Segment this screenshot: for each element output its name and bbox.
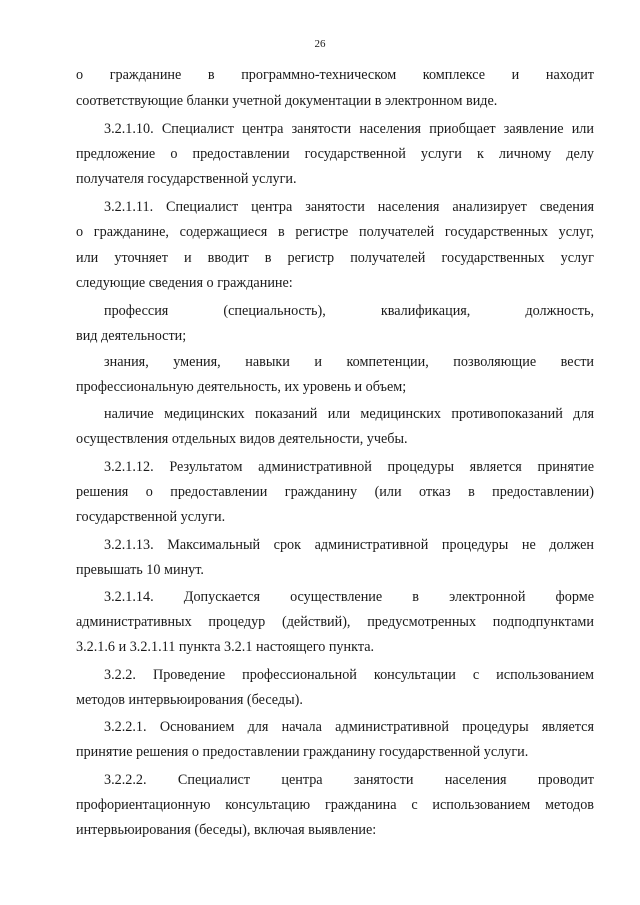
text-line: или уточняет и вводит в регистр получателей государственных услуг [76,250,594,266]
text-line: вид деятельности; [76,328,187,344]
text-line: о гражданине, содержащиеся в регистре получателей государственных услуг, [76,224,594,240]
page-number: 26 [314,38,326,50]
text-line: профориентационную консультацию гражданина с использованием методов [76,797,594,813]
text-line: 3.2.1.12. Результатом административной процедуры является принятие [104,459,594,475]
text-line: интервьюирования (беседы), включая выявление: [76,822,377,838]
text-line: о гражданине в программно-техническом комплексе и находит [76,67,594,83]
text-line: решения о предоставлении гражданину (или отказ в предоставлении) [76,484,594,500]
text-line: 3.2.1.11. Специалист центра занятости населения анализирует сведения [104,199,594,215]
text-line: 3.2.1.13. Максимальный срок административной процедуры не должен [104,537,594,553]
text-line: 3.2.2. Проведение профессиональной консультации с использованием [104,667,594,683]
text-line: методов интервьюирования (беседы). [76,692,303,708]
text-line: предложение о предоставлении государственной услуги к личному делу [76,146,594,162]
text-line: принятие решения о предоставлении гражданину государственной услуги. [76,744,529,760]
text-line: осуществления отдельных видов деятельности, учебы. [76,431,408,447]
text-line: государственной услуги. [76,509,226,525]
text-line: превышать 10 минут. [76,562,204,578]
text-line: получателя государственной услуги. [76,171,297,187]
text-line: следующие сведения о гражданине: [76,275,293,291]
text-line: 3.2.1.6 и 3.2.1.11 пункта 3.2.1 настоящего пункта. [76,639,375,655]
text-line: профессия (специальность), квалификация, должность, [104,303,594,319]
text-line: 3.2.1.10. Специалист центра занятости населения приобщает заявление или [104,121,594,137]
text-line: наличие медицинских показаний или медицинских противопоказаний для [104,406,594,422]
text-line: профессиональную деятельность, их уровень и объем; [76,379,407,395]
text-line: 3.2.2.1. Основанием для начала административной процедуры является [104,719,594,735]
text-line: 3.2.2.2. Специалист центра занятости населения проводит [104,772,594,788]
text-line: административных процедур (действий), предусмотренных подподпунктами [76,614,594,630]
text-line: соответствующие бланки учетной документации в электронном виде. [76,93,498,109]
text-line: знания, умения, навыки и компетенции, позволяющие вести [104,354,594,370]
text-line: 3.2.1.14. Допускается осуществление в электронной форме [104,589,594,605]
